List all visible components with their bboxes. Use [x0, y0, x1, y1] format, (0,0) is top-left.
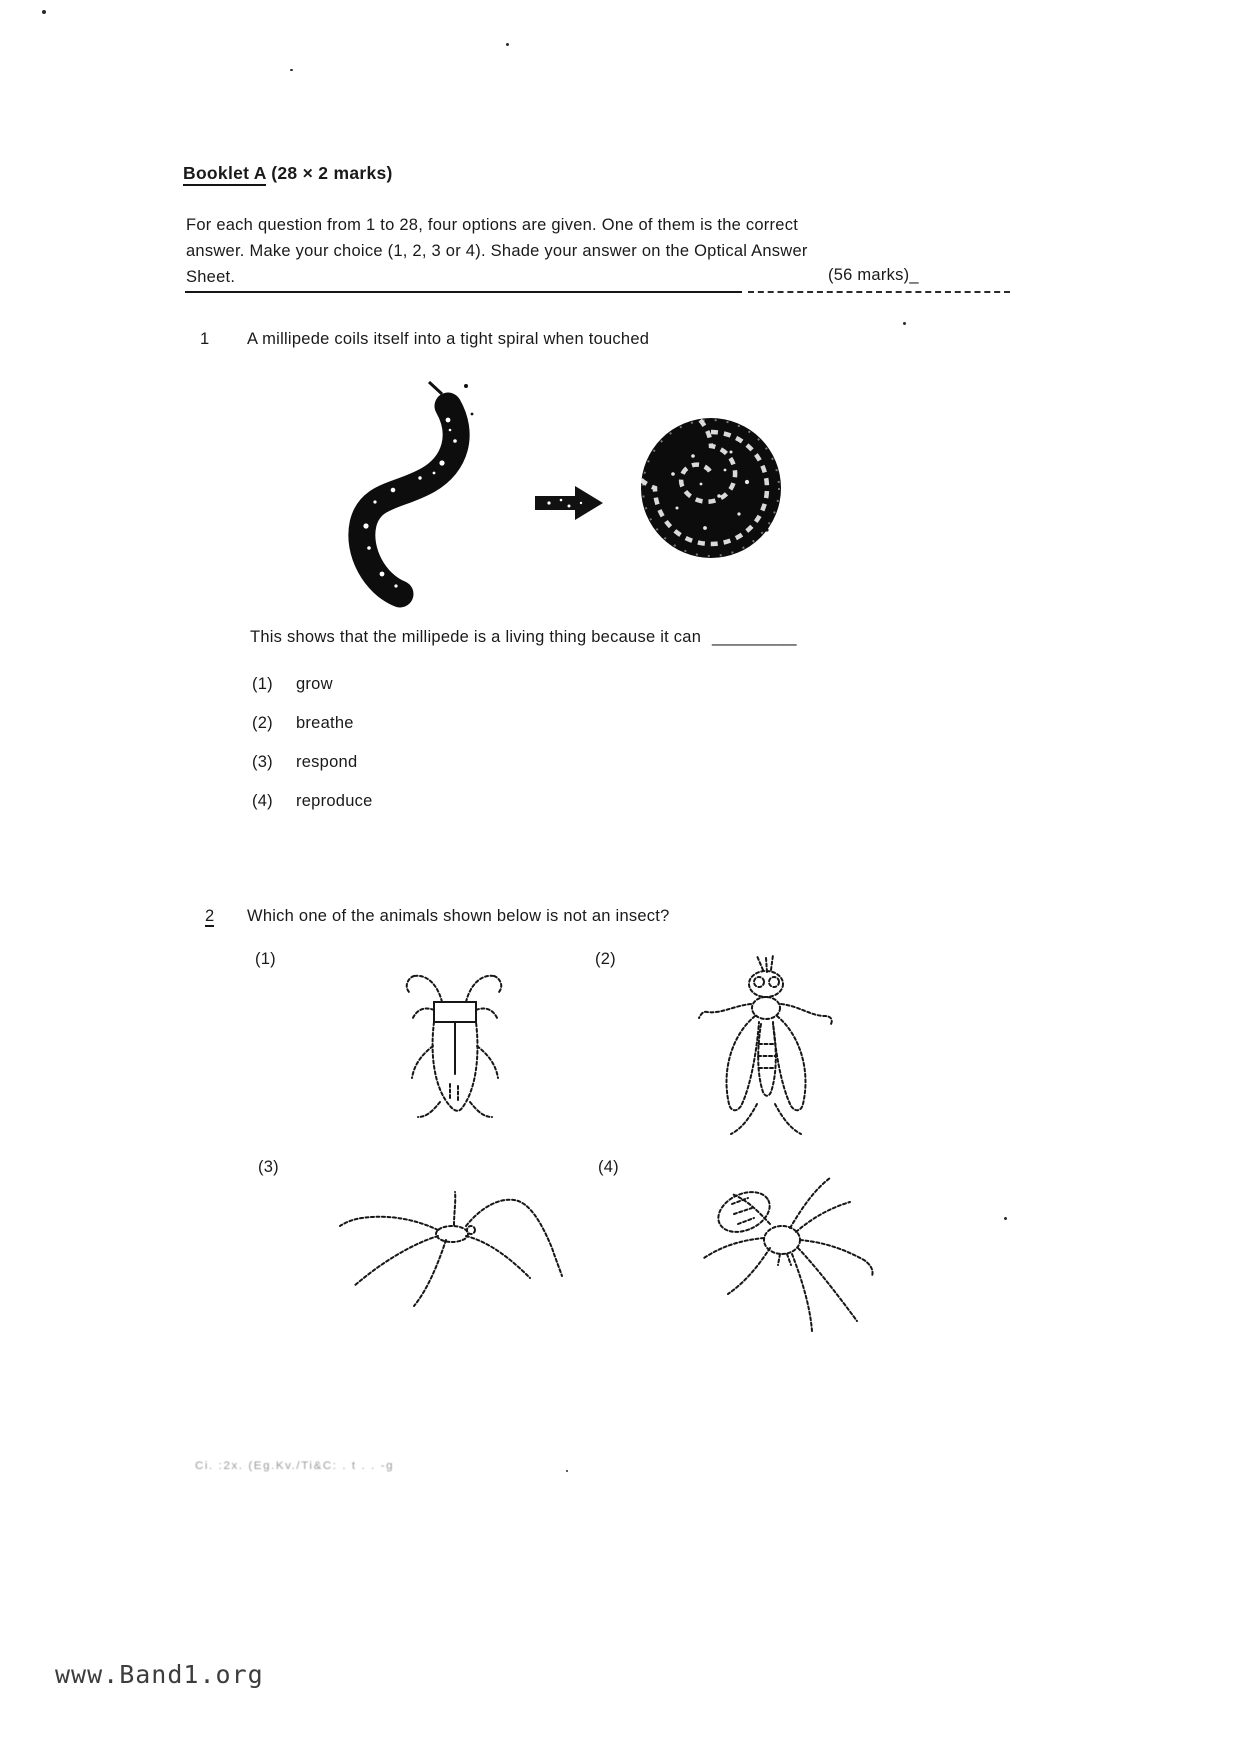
q2-option-1-label: (1): [255, 950, 276, 968]
long-legged-insect-illustration: [332, 1182, 572, 1322]
q1-option-4: [252, 792, 373, 811]
q1-option-1-text: grow: [296, 675, 333, 693]
instruction-line-2: answer. Make your choice (1, 2, 3 or 4). Shade your answer on the Optical Answer: [186, 242, 808, 260]
beetle-illustration: [400, 966, 510, 1118]
question-2-text: Which one of the animals shown below is not an insect?: [247, 907, 670, 925]
q1-option-3-text: respond: [296, 753, 358, 771]
coiled-millipede-illustration: [635, 412, 787, 564]
q1-option-1-label: (1): [252, 675, 273, 693]
question-1-prompt: This shows that the millipede is a living thing because it can: [250, 628, 702, 646]
divider-rule-dashed: [748, 291, 1010, 293]
q1-option-3-label: (3): [252, 753, 273, 771]
scan-speck: [566, 1470, 568, 1472]
scan-speck: [1004, 1217, 1007, 1220]
spider-illustration: [652, 1168, 897, 1344]
instructions: [186, 212, 808, 290]
arrow-right-icon: [535, 483, 607, 523]
question-1-prompt-line: [250, 628, 797, 647]
q1-option-3: [252, 753, 357, 772]
section-marks: (56 marks)_: [828, 266, 919, 284]
scan-speck: [903, 322, 906, 325]
scan-speck: [42, 10, 46, 14]
millipede-figure: [330, 378, 800, 613]
footer-note: Ci. :2x. (Eg.Kv./Ti&C: . t . . -g: [195, 1460, 395, 1472]
question-1-number: 1: [200, 330, 210, 348]
booklet-marks: (28 × 2 marks): [271, 163, 393, 183]
q1-option-4-text: reproduce: [296, 792, 373, 810]
question-1-text: A millipede coils itself into a tight spiral when touched: [247, 330, 650, 348]
answer-blank: _________: [712, 628, 797, 646]
q1-option-1: [252, 675, 333, 694]
q1-option-4-label: (4): [252, 792, 273, 810]
divider-rule: [185, 291, 742, 293]
q2-option-4-label: (4): [598, 1158, 619, 1176]
q1-option-2-label: (2): [252, 714, 273, 732]
question-2-number: 2: [205, 907, 215, 925]
scan-speck: [506, 43, 509, 46]
scan-speck: [290, 69, 293, 71]
housefly-illustration: [693, 952, 843, 1138]
instruction-line-1: For each question from 1 to 28, four options are given. One of them is the correct: [186, 216, 799, 234]
site-watermark: www.Band1.org: [55, 1660, 264, 1689]
booklet-title: Booklet A: [183, 163, 266, 186]
uncoiled-millipede-illustration: [330, 378, 515, 608]
q2-option-3-label: (3): [258, 1158, 279, 1176]
booklet-heading: [183, 163, 393, 184]
q2-option-2-label: (2): [595, 950, 616, 968]
q1-option-2: [252, 714, 354, 733]
instruction-line-3: Sheet.: [186, 268, 236, 286]
q1-option-2-text: breathe: [296, 714, 354, 732]
